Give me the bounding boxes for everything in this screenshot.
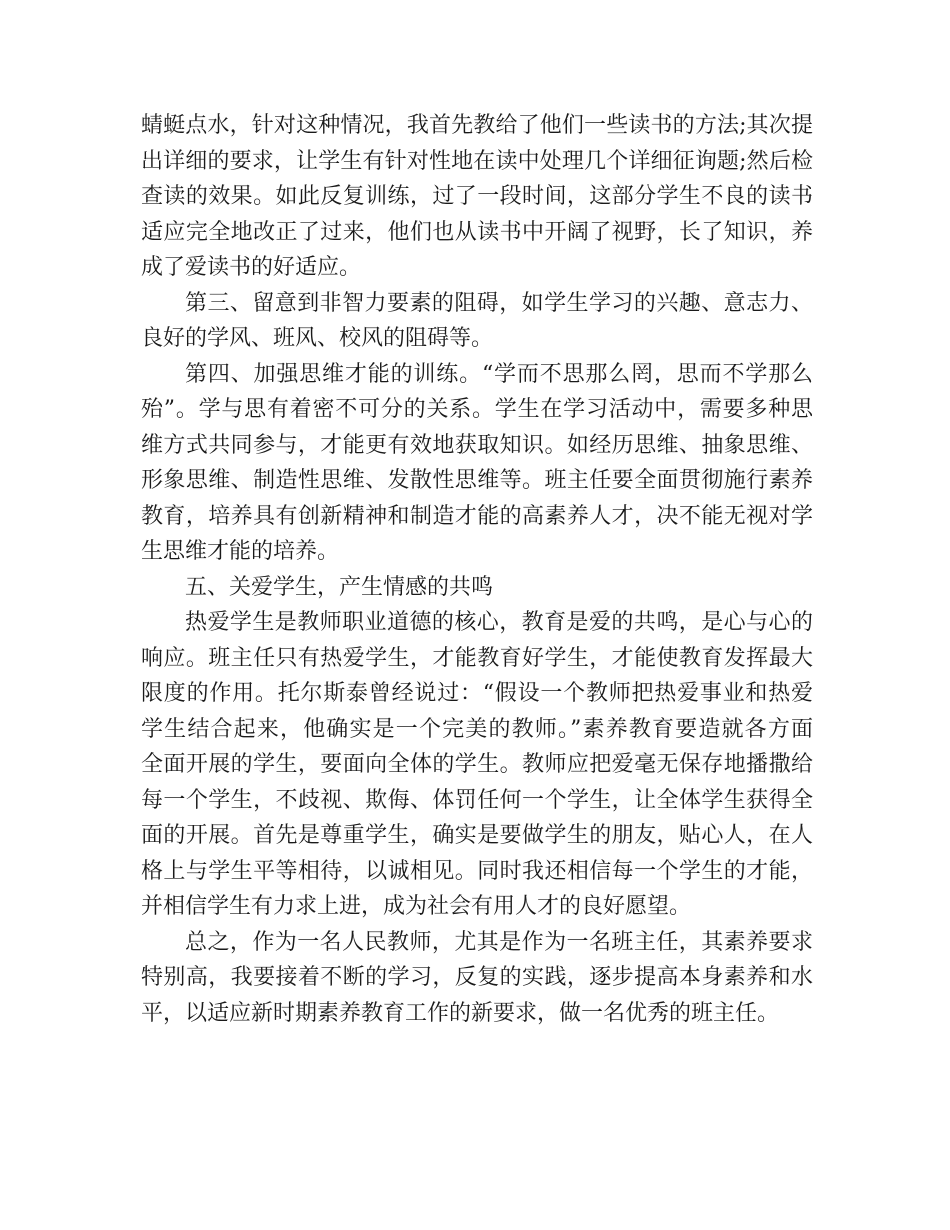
text-line: 五、关爱学生，产生情感的共鸣 — [185, 574, 494, 600]
text-line: 面的开展。首先是尊重学生，确实是要做学生的朋友，贴心人，在人 — [141, 823, 813, 848]
text-line: 查读的效果。如此反复训练，过了一段时间，这部分学生不良的读书 — [141, 184, 813, 209]
text-line: 限度的作用。托尔斯泰曾经说过：“假设一个教师把热爱事业和热爱 — [141, 681, 813, 706]
text-line: 学生结合起来，他确实是一个完美的教师。”素养教育要造就各方面 — [141, 716, 813, 742]
text-line: 第四、加强思维才能的训练。“学而不思那么罔，思而不学那么 — [185, 361, 813, 387]
text-line: 热爱学生是教师职业道德的核心，教育是爱的共鸣，是心与心的 — [185, 610, 813, 635]
text-line: 成了爱读书的好适应。 — [141, 255, 362, 280]
section-heading — [141, 570, 813, 606]
text-line: 并相信学生有力求上进，成为社会有用人才的良好愿望。 — [141, 894, 692, 919]
paragraph — [141, 605, 813, 925]
text-line: 出详细的要求，让学生有针对性地在读中处理几个详细征询题;然后检 — [141, 148, 813, 174]
text-line: 适应完全地改正了过来，他们也从读书中开阔了视野，长了知识，养 — [141, 219, 813, 245]
text-line: 形象思维、制造性思维、发散性思维等。班主任要全面贯彻施行素养 — [141, 468, 813, 493]
text-line: 教育，培养具有创新精神和制造才能的高素养人才，决不能无视对学 — [141, 503, 813, 529]
text-line: 每一个学生，不歧视、欺侮、体罚任何一个学生，让全体学生获得全 — [141, 787, 813, 813]
document-page — [141, 108, 813, 1031]
text-line: 生思维才能的培养。 — [141, 539, 340, 564]
text-line: 总之，作为一名人民教师，尤其是作为一名班主任，其素养要求 — [185, 929, 813, 955]
text-line: 维方式共同参与，才能更有效地获取知识。如经历思维、抽象思维、 — [141, 432, 813, 458]
text-line: 特别高，我要接着不断的学习，反复的实践，逐步提高本身素养和水 — [141, 965, 813, 990]
text-line: 格上与学生平等相待，以诚相见。同时我还相信每一个学生的才能， — [141, 858, 813, 884]
paragraph — [141, 286, 813, 357]
text-line: 良好的学风、班风、校风的阻碍等。 — [141, 326, 494, 351]
text-line: 响应。班主任只有热爱学生，才能教育好学生，才能使教育发挥最大 — [141, 645, 813, 671]
text-line: 第三、留意到非智力要素的阻碍，如学生学习的兴趣、意志力、 — [185, 290, 813, 316]
text-line: 平，以适应新时期素养教育工作的新要求，做一名优秀的班主任。 — [141, 1000, 780, 1026]
paragraph — [141, 108, 813, 286]
text-line: 全面开展的学生，要面向全体的学生。教师应把爱毫无保存地播撒给 — [141, 752, 813, 777]
paragraph — [141, 357, 813, 570]
text-line: 蜻蜓点水，针对这种情况，我首先教给了他们一些读书的方法;其次提 — [141, 113, 813, 138]
text-line: 殆”。学与思有着密不可分的关系。学生在学习活动中，需要多种思 — [141, 397, 813, 422]
paragraph — [141, 925, 813, 1032]
